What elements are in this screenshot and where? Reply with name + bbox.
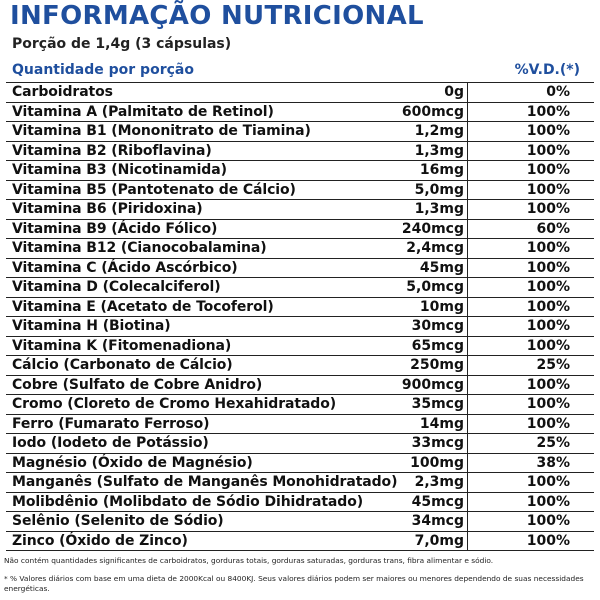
nutrient-daily-value: 100%: [526, 162, 570, 178]
nutrient-quantity: 34mcg: [411, 513, 464, 529]
nutrient-quantity: 5,0mcg: [406, 279, 464, 295]
column-divider: [467, 278, 468, 297]
column-divider: [467, 181, 468, 200]
nutrient-quantity: 2,3mg: [414, 474, 464, 490]
quantity-header: Quantidade por porção: [12, 62, 194, 78]
nutrient-daily-value: 100%: [526, 493, 570, 510]
column-divider: [467, 415, 468, 434]
nutrient-name: Vitamina E (Acetato de Tocoferol): [12, 298, 274, 315]
nutrient-quantity: 2,4mcg: [406, 240, 464, 256]
table-row: [6, 161, 594, 181]
column-divider: [467, 220, 468, 239]
nutrient-name: Carboidratos: [12, 84, 113, 100]
table-row: [6, 239, 594, 259]
column-divider: [467, 239, 468, 258]
nutrient-daily-value: 100%: [526, 298, 570, 315]
nutrient-daily-value: 100%: [526, 123, 570, 139]
nutrient-name: Selênio (Selenito de Sódio): [12, 513, 224, 529]
footnote-daily-values: * % Valores diários com base em uma dieta de 2000Kcal ou 8400KJ. Seus valores diários podem ser maiores ou menores dependendo de suas necessidades energéticas.: [4, 574, 584, 593]
table-row: [6, 395, 594, 415]
footnote-not-significant: Não contém quantidades significantes de carboidratos, gorduras totais, gorduras saturadas, gorduras trans, fibra alimentar e sódio.: [4, 556, 494, 565]
table-row: [6, 122, 594, 142]
portion-size: Porção de 1,4g (3 cápsulas): [12, 36, 232, 52]
nutrient-name: Vitamina D (Colecalciferol): [12, 279, 221, 295]
column-divider: [467, 200, 468, 219]
nutrient-daily-value: 100%: [526, 201, 570, 217]
nutrient-quantity: 10mg: [419, 298, 464, 315]
nutrient-daily-value: 100%: [526, 181, 570, 198]
nutrient-daily-value: 100%: [526, 532, 570, 549]
table-header: [6, 60, 594, 83]
table-row: [6, 473, 594, 493]
nutrient-quantity: 65mcg: [411, 337, 464, 354]
column-divider: [467, 337, 468, 356]
nutrient-daily-value: 0%: [546, 84, 570, 100]
nutrient-quantity: 250mg: [410, 357, 464, 373]
nutrient-quantity: 600mcg: [401, 103, 464, 120]
nutrient-quantity: 5,0mg: [414, 181, 464, 198]
nutrient-quantity: 900mcg: [401, 376, 464, 393]
nutrient-daily-value: 60%: [536, 220, 570, 237]
table-row: [6, 278, 594, 298]
column-divider: [467, 395, 468, 414]
nutrient-daily-value: 100%: [526, 240, 570, 256]
table-row: [6, 512, 594, 532]
nutrient-quantity: 1,3mg: [414, 201, 464, 217]
nutrient-name: Cobre (Sulfato de Cobre Anidro): [12, 376, 263, 393]
nutrient-daily-value: 100%: [526, 474, 570, 490]
nutrient-name: Molibdênio (Molibdato de Sódio Dihidratado): [12, 493, 364, 510]
table-row: [6, 317, 594, 337]
table-row: [6, 337, 594, 357]
nutrient-name: Zinco (Óxido de Zinco): [12, 532, 188, 549]
nutrient-name: Vitamina C (Ácido Ascórbico): [12, 259, 238, 276]
table-body: [6, 83, 594, 551]
nutrient-daily-value: 100%: [526, 142, 570, 159]
nutrient-quantity: 14mg: [419, 415, 464, 432]
nutrient-quantity: 45mcg: [411, 493, 464, 510]
nutrient-name: Manganês (Sulfato de Manganês Monohidratado): [12, 474, 398, 490]
nutrient-quantity: 33mcg: [411, 435, 464, 451]
table-row: [6, 454, 594, 474]
nutrient-name: Vitamina A (Palmitato de Retinol): [12, 103, 274, 120]
column-divider: [467, 454, 468, 473]
table-row: [6, 142, 594, 162]
nutrient-daily-value: 25%: [536, 357, 570, 373]
nutrient-name: Vitamina B5 (Pantotenato de Cálcio): [12, 181, 296, 198]
nutrient-name: Vitamina H (Biotina): [12, 318, 171, 334]
table-row: [6, 356, 594, 376]
column-divider: [467, 376, 468, 395]
column-divider: [467, 103, 468, 122]
table-row: [6, 83, 594, 103]
column-divider: [467, 161, 468, 180]
nutrient-quantity: 35mcg: [411, 396, 464, 412]
nutrient-daily-value: 38%: [536, 454, 570, 471]
table-row: [6, 434, 594, 454]
column-divider: [467, 532, 468, 551]
nutrient-name: Vitamina B12 (Cianocobalamina): [12, 240, 267, 256]
nutrient-daily-value: 100%: [526, 259, 570, 276]
nutrient-quantity: 1,2mg: [414, 123, 464, 139]
column-divider: [467, 259, 468, 278]
nutrient-daily-value: 100%: [526, 279, 570, 295]
nutrient-name: Vitamina B6 (Piridoxina): [12, 201, 203, 217]
nutrient-quantity: 240mcg: [401, 220, 464, 237]
nutrition-table: [6, 60, 594, 551]
column-divider: [467, 434, 468, 453]
nutrient-name: Magnésio (Óxido de Magnésio): [12, 454, 253, 471]
nutrient-quantity: 30mcg: [411, 318, 464, 334]
nutrient-name: Vitamina B2 (Riboflavina): [12, 142, 212, 159]
table-row: [6, 493, 594, 513]
column-divider: [467, 122, 468, 141]
vd-header: %V.D.(*): [514, 62, 580, 78]
nutrient-daily-value: 100%: [526, 415, 570, 432]
nutrient-name: Vitamina K (Fitomenadiona): [12, 337, 232, 354]
nutrient-quantity: 45mg: [419, 259, 464, 276]
nutrient-daily-value: 100%: [526, 376, 570, 393]
nutrient-daily-value: 100%: [526, 396, 570, 412]
nutrient-daily-value: 25%: [536, 435, 570, 451]
column-divider: [467, 473, 468, 492]
nutrient-daily-value: 100%: [526, 318, 570, 334]
column-divider: [467, 298, 468, 317]
nutrient-name: Iodo (Iodeto de Potássio): [12, 435, 209, 451]
nutrient-name: Vitamina B1 (Mononitrato de Tiamina): [12, 123, 311, 139]
nutrient-daily-value: 100%: [526, 103, 570, 120]
column-divider: [467, 142, 468, 161]
table-row: [6, 415, 594, 435]
column-divider: [467, 317, 468, 336]
nutrient-name: Ferro (Fumarato Ferroso): [12, 415, 210, 432]
nutrient-name: Cálcio (Carbonato de Cálcio): [12, 357, 233, 373]
nutrient-name: Vitamina B9 (Ácido Fólico): [12, 220, 218, 237]
table-row: [6, 200, 594, 220]
nutrient-daily-value: 100%: [526, 513, 570, 529]
column-divider: [467, 356, 468, 375]
nutrient-quantity: 100mg: [410, 454, 464, 471]
table-row: [6, 103, 594, 123]
table-row: [6, 181, 594, 201]
column-divider: [467, 83, 468, 102]
nutrient-name: Cromo (Cloreto de Cromo Hexahidratado): [12, 396, 337, 412]
nutrient-daily-value: 100%: [526, 337, 570, 354]
nutrient-quantity: 16mg: [419, 162, 464, 178]
table-row: [6, 220, 594, 240]
nutrient-quantity: 1,3mg: [414, 142, 464, 159]
nutrient-name: Vitamina B3 (Nicotinamida): [12, 162, 227, 178]
column-divider: [467, 493, 468, 512]
page-title: INFORMAÇÃO NUTRICIONAL: [10, 1, 424, 31]
table-row: [6, 259, 594, 279]
table-row: [6, 376, 594, 396]
table-row: [6, 298, 594, 318]
table-row: [6, 532, 594, 552]
nutrient-quantity: 0g: [444, 84, 464, 100]
column-divider: [467, 512, 468, 531]
nutrient-quantity: 7,0mg: [414, 532, 464, 549]
